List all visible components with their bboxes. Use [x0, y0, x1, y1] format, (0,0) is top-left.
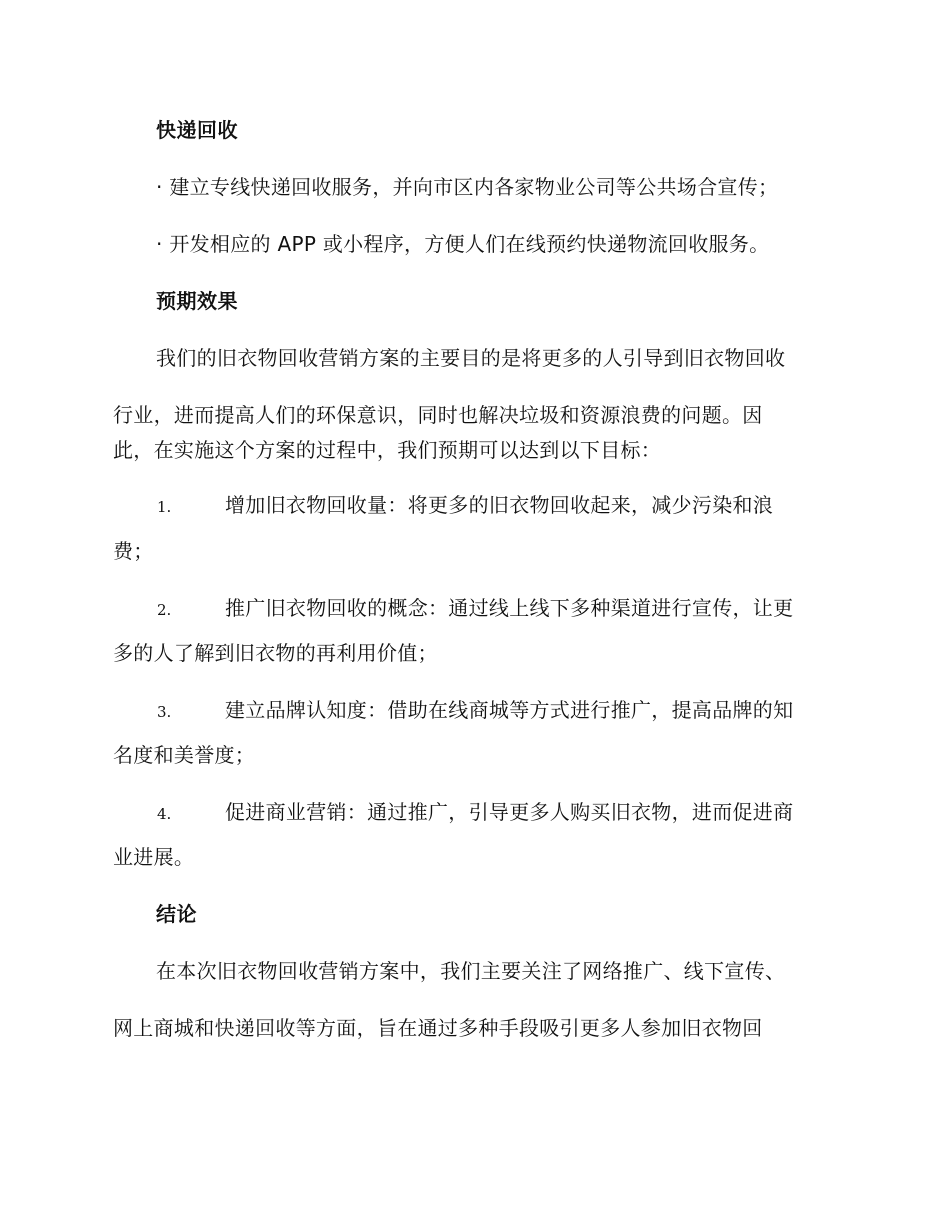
- paragraph-line: 网上商城和快递回收等方面，旨在通过多种手段吸引更多人参加旧衣物回: [113, 1016, 763, 1040]
- bullet-item: · 建立专线快递回收服务，并向市区内各家物业公司等公共场合宣传；: [156, 175, 779, 199]
- list-number: 1.: [157, 498, 172, 516]
- paragraph-line: 我们的旧衣物回收营销方案的主要目的是将更多的人引导到旧衣物回收: [156, 346, 786, 370]
- paragraph-line: 此，在实施这个方案的过程中，我们预期可以达到以下目标：: [113, 438, 662, 462]
- section-heading-expected: 预期效果: [156, 289, 238, 313]
- list-item-line: 费；: [113, 539, 154, 563]
- list-number: 4.: [157, 805, 172, 823]
- list-item-line: 增加旧衣物回收量：将更多的旧衣物回收起来，减少污染和浪: [225, 493, 774, 517]
- list-item-line: 业进展。: [113, 845, 195, 869]
- paragraph-line: 在本次旧衣物回收营销方案中，我们主要关注了网络推广、线下宣传、: [156, 959, 786, 983]
- list-item-line: 促进商业营销：通过推广，引导更多人购买旧衣物，进而促进商: [225, 800, 794, 824]
- section-heading-express: 快递回收: [156, 118, 238, 142]
- list-item-line: 建立品牌认知度：借助在线商城等方式进行推广，提高品牌的知: [225, 698, 794, 722]
- bullet-item: · 开发相应的 APP 或小程序，方便人们在线预约快递物流回收服务。: [156, 232, 770, 256]
- list-number: 3.: [157, 703, 172, 721]
- list-item-line: 多的人了解到旧衣物的再利用价值；: [113, 641, 438, 665]
- list-number: 2.: [157, 601, 172, 619]
- section-heading-conclusion: 结论: [156, 902, 197, 926]
- list-item-line: 推广旧衣物回收的概念：通过线上线下多种渠道进行宣传，让更: [225, 596, 794, 620]
- paragraph-line: 行业，进而提高人们的环保意识，同时也解决垃圾和资源浪费的问题。因: [113, 403, 763, 427]
- list-item-line: 名度和美誉度；: [113, 743, 256, 767]
